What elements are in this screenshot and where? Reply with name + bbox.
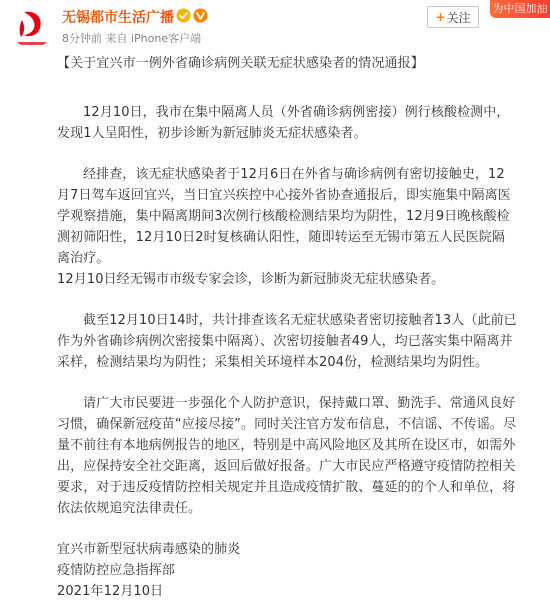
post-meta: 8分钟前 来自 iPhone客户端 <box>62 32 202 45</box>
verified-badge-icon <box>176 8 191 23</box>
avatar[interactable] <box>10 4 54 48</box>
post-paragraph-1: 12月10日，我市在集中隔离人员（外省确诊病例密接）例行核酸检测中，发现1人呈阳性，初步诊断为新冠肺炎无症状感染者。 <box>57 105 510 141</box>
post-paragraph-2-group <box>57 164 517 290</box>
follow-button[interactable] <box>427 6 479 28</box>
promo-banner: 为中国加油 <box>490 0 550 18</box>
signature-org-line-1: 宜兴市新型冠状病毒感染的肺炎 <box>57 542 241 557</box>
follow-label: 关注 <box>446 10 471 25</box>
post-paragraph-2: 经排查，该无症状感染者于12月6日在外省与确诊病例有密切接触史，12月7日驾车返回宜兴，当日宜兴疾控中心接外省协查通报后，即实施集中隔离医学观察措施，集中隔离期间3次例行核酸检测结果均为阴性，12月9日晚核酸检测初筛阳性，12月10日2时复核确认阳性，随即转运至无锡市第五人民医院隔离治疗。 <box>57 167 511 266</box>
station-logo-icon <box>10 4 54 48</box>
plus-icon: + <box>435 10 446 24</box>
post-paragraph-4: 请广大市民要进一步强化个人防护意识，保持戴口罩、勤洗手、常通风良好习惯，确保新冠疫苗“应接尽接”。同时关注官方发布信息，不信谣、不传谣。尽量不前往有本地病例报告的地区，特别是中高风险地区及其所在设区市，如需外出，应保持安全社交距离，返回后做好报备。广大市民应严格遵守疫情防控相关要求，对于违反疫情防控相关规定并且造成疫情扩散、蔓延的的个人和单位，将依法依规追究法律责任。 <box>57 396 517 516</box>
post-title: 【关于宜兴市一例外省确诊病例关联无症状感染者的情况通报】 <box>57 56 424 71</box>
post-paragraph-3: 截至12月10日14时，共计排查该名无症状感染者密切接触者13人（此前已作为外省确诊病例次密接集中隔离）、次密切接触者49人，均已落实集中隔离并采样，检测结果均为阴性；采集相关环境样本204份，检测结果均为阴性。 <box>57 313 517 370</box>
post-header <box>0 0 550 56</box>
post-body <box>57 53 517 602</box>
signature-date: 2021年12月10日 <box>57 584 164 599</box>
signature-org-line-2: 疫情防控应急指挥部 <box>57 563 175 578</box>
vip-badge-icon <box>193 8 208 23</box>
account-name[interactable]: 无锡都市生活广播 <box>62 10 174 26</box>
post-paragraph-2b: 12月10日经无锡市市级专家会诊，诊断为新冠肺炎无症状感染者。 <box>57 272 445 287</box>
